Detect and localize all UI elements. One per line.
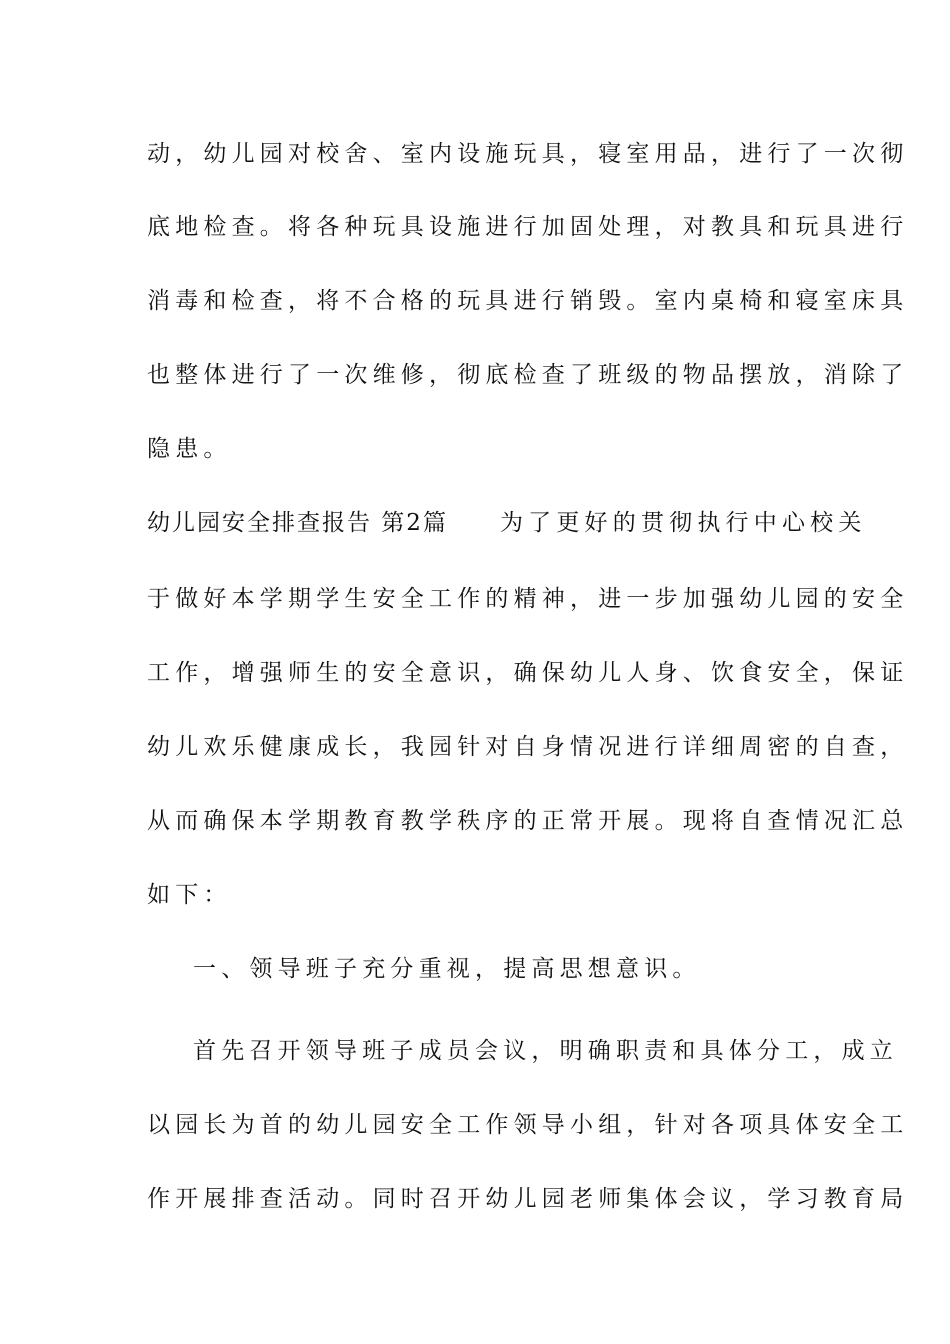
paragraph-line: 作开展排查活动。同时召开幼儿园老师集体会议，学习教育局 (147, 1186, 909, 1212)
paragraph-line: 消毒和检查，将不合格的玩具进行销毁。室内桌椅和寝室床具 (147, 288, 909, 314)
paragraph-line: 隐患。 (147, 436, 232, 462)
heading-continuation: 为了更好的贯彻执行中心校关 (499, 510, 867, 536)
paragraph-line: 从而确保本学期教育教学秩序的正常开展。现将自查情况汇总 (147, 808, 909, 834)
paragraph-line: 底地检查。将各种玩具设施进行加固处理，对教具和玩具进行 (147, 214, 909, 240)
paragraph-line: 首先召开领导班子成员会议，明确职责和具体分工，成立 (193, 1038, 898, 1064)
section-heading-line (147, 508, 867, 538)
paragraph-line: 也整体进行了一次维修，彻底检查了班级的物品摆放，消除了 (147, 362, 909, 388)
paragraph-line: 工作，增强师生的安全意识，确保幼儿人身、饮食安全，保证 (147, 660, 909, 686)
subheading: 一、领导班子充分重视，提高思想意识。 (193, 956, 701, 982)
paragraph-line: 如下： (147, 882, 232, 908)
paragraph-line: 幼儿欢乐健康成长，我园针对自身情况进行详细周密的自查， (147, 734, 909, 760)
section-heading: 幼儿园安全排查报告 第2篇 (147, 510, 448, 536)
paragraph-line: 于做好本学期学生安全工作的精神，进一步加强幼儿园的安全 (147, 586, 909, 612)
paragraph-line: 动，幼儿园对校舍、室内设施玩具，寝室用品，进行了一次彻 (147, 141, 909, 167)
paragraph-line: 以园长为首的幼儿园安全工作领导小组，针对各项具体安全工 (147, 1112, 909, 1138)
